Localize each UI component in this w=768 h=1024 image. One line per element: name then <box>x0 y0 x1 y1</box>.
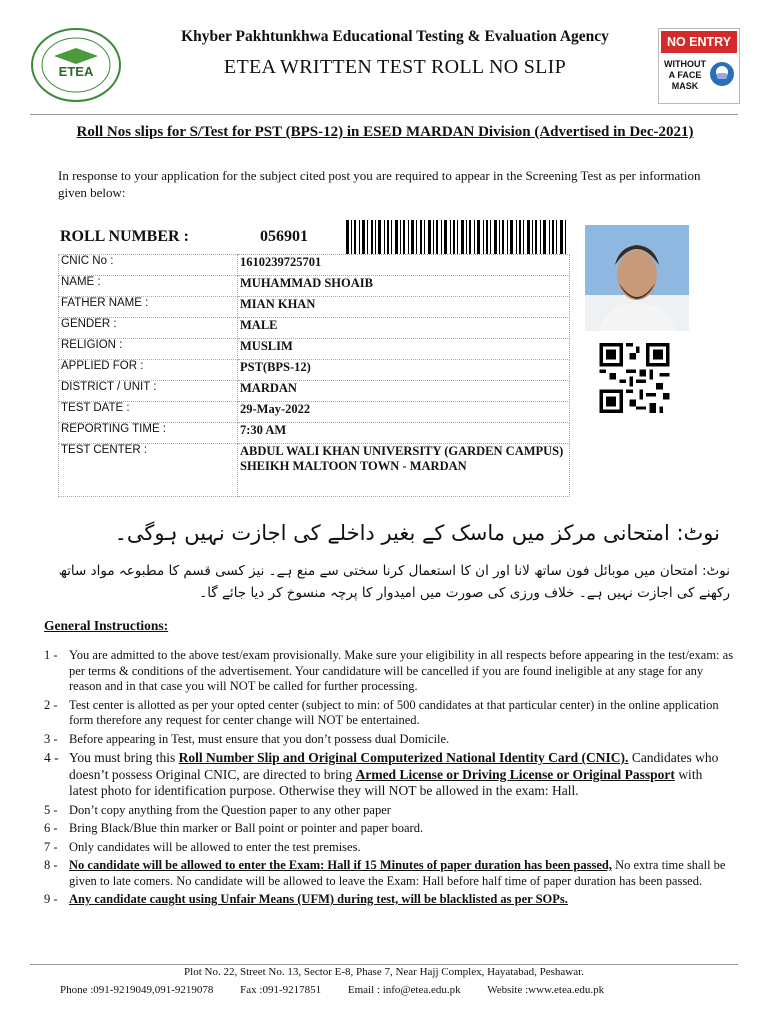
no-entry-banner: NO ENTRY <box>661 31 737 53</box>
list-item <box>44 892 734 908</box>
list-item <box>44 858 734 889</box>
list-item <box>44 750 734 800</box>
table-row <box>59 297 570 318</box>
item-number: 2 - <box>44 697 58 712</box>
row-value: MUHAMMAD SHOAIB <box>238 276 570 297</box>
row-label: APPLIED FOR : <box>59 360 238 381</box>
roll-number-value: 056901 <box>260 228 308 245</box>
row-label: RELIGION : <box>59 339 238 360</box>
item-text-part: with latest photo for identification purpose. Otherwise they will NOT be allowed in the exam: Hall. <box>69 766 703 798</box>
table-row <box>59 444 570 497</box>
table-row <box>59 276 570 297</box>
candidate-photo <box>585 225 689 331</box>
roll-number-label: ROLL NUMBER : <box>60 228 189 245</box>
item-text <box>69 750 734 800</box>
item-text-emphasis: Roll Number Slip and Original Computerized National Identity Card (CNIC). <box>178 750 629 765</box>
row-label: TEST CENTER : <box>59 444 238 497</box>
item-number: 5 - <box>44 802 58 817</box>
row-value: 1610239725701 <box>238 255 570 276</box>
item-text-part: Candidates who doesn’t possess Original CNIC, are directed to bring <box>69 750 719 782</box>
row-label: FATHER NAME : <box>59 297 238 318</box>
table-row <box>59 318 570 339</box>
item-number: 6 - <box>44 821 58 835</box>
item-text <box>69 858 734 889</box>
list-item <box>44 648 734 695</box>
row-value: MALE <box>238 318 570 339</box>
item-text-emphasis: No candidate will be allowed to enter the Exam: Hall if 15 Minutes of paper duration has been passed, <box>69 858 612 872</box>
logo-text: ETEA <box>58 64 94 79</box>
item-text-part: You must bring this <box>69 750 179 765</box>
urdu-mask-note: نوٹ: امتحانی مرکز میں ماسک کے بغیر داخلے کی اجازت نہیں ہوگی۔ <box>114 521 720 545</box>
list-item <box>44 698 734 729</box>
instructions-title: General Instructions: <box>44 618 169 633</box>
row-label: REPORTING TIME : <box>59 423 238 444</box>
footer-email: Email : info@etea.edu.pk <box>347 984 461 996</box>
row-value: MARDAN <box>238 381 570 402</box>
footer-divider <box>30 964 738 965</box>
candidate-info-table <box>58 254 570 497</box>
row-label: CNIC No : <box>59 255 238 276</box>
footer-phone: Phone :091-9219049,091-9219078 <box>60 984 214 996</box>
table-row <box>59 339 570 360</box>
item-text <box>69 892 734 908</box>
list-item <box>44 821 734 837</box>
list-item <box>44 840 734 856</box>
row-value: 29-May-2022 <box>238 402 570 423</box>
item-text-emphasis: Any candidate caught using Unfair Means (UFM) during test, will be blacklisted as per SOPs. <box>69 892 568 906</box>
row-label: GENDER : <box>59 318 238 339</box>
item-text: Test center is allotted as per your opted center (subject to min: of 500 candidates at that particular center) in the online application form therefore any request for center change will NOT be entertained. <box>69 697 719 727</box>
item-number: 1 - <box>44 648 58 662</box>
table-row <box>59 423 570 444</box>
item-text: Only candidates will be allowed to enter the test premises. <box>69 839 361 854</box>
row-value: ABDUL WALI KHAN UNIVERSITY (GARDEN CAMPUS) SHEIKH MALTOON TOWN - MARDAN <box>238 444 570 497</box>
barcode <box>344 220 568 254</box>
row-value: MUSLIM <box>238 339 570 360</box>
item-text-part: No extra time shall be given to late comers. No candidate will be allowed to leave the Exam: Hall before half time of paper duration has been passed. <box>69 858 726 888</box>
item-number: 8 - <box>44 858 58 872</box>
item-text: You are admitted to the above test/exam provisionally. Make sure your eligibility in all respects before appearing in the test/exam: as per terms & conditions of the advertisement. Your candidature will be cancelled if you are found ineligible at any stage for any reason and in that case you will NOT be called for further processing. <box>69 648 734 693</box>
item-text: Don’t copy anything from the Question paper to any other paper <box>69 802 391 817</box>
etea-logo <box>30 26 122 104</box>
no-entry-message: WITHOUT A FACE MASK <box>664 59 706 91</box>
footer-fax: Fax :091-9217851 <box>240 984 322 996</box>
urdu-mobile-note: نوٹ: امتحان میں موبائل فون ساتھ لانا اور ان کا استعمال کرنا سختی سے منع ہے۔ نیز کسی قسم کا مطبوعہ مواد ساتھ رکھنے کی اجازت نہیں ہے۔ خلاف ورزی کی صورت میں امیدوار کا پرچہ منسوخ کر دیا جائے گا۔ <box>58 563 730 601</box>
item-number: 9 - <box>44 892 58 906</box>
table-row <box>59 402 570 423</box>
list-item <box>44 803 734 819</box>
no-entry-sign <box>658 28 740 104</box>
qr-code <box>598 343 671 413</box>
row-value: PST(BPS-12) <box>238 360 570 381</box>
item-number: 3 - <box>44 731 58 746</box>
row-label: TEST DATE : <box>59 402 238 423</box>
table-row <box>59 360 570 381</box>
instructions-list <box>44 648 734 911</box>
item-number: 7 - <box>44 839 58 854</box>
subject-line: Roll Nos slips for S/Test for PST (BPS-12) in ESED MARDAN Division (Advertised in Dec-2021) <box>76 124 694 140</box>
item-text: Before appearing in Test, must ensure that you don’t possess dual Domicile. <box>69 731 450 746</box>
row-value: MIAN KHAN <box>238 297 570 318</box>
header-divider <box>30 114 738 115</box>
footer-address: Plot No. 22, Street No. 13, Sector E-8, Phase 7, Near Hajj Complex, Hayatabad, Peshawar. <box>184 966 584 978</box>
row-label: NAME : <box>59 276 238 297</box>
footer-website: Website :www.etea.edu.pk <box>487 984 605 996</box>
item-text: Bring Black/Blue thin marker or Ball point or pointer and paper board. <box>69 821 424 835</box>
table-row <box>59 255 570 276</box>
footer-contacts <box>60 984 710 996</box>
table-row <box>59 381 570 402</box>
intro-text: In response to your application for the subject cited post you are required to appear in the Screening Test as per information given below: <box>58 168 701 200</box>
organization-name: Khyber Pakhtunkhwa Educational Testing & Evaluation Agency <box>181 28 609 45</box>
slip-title: ETEA WRITTEN TEST ROLL NO SLIP <box>223 56 567 78</box>
face-mask-icon <box>709 61 735 87</box>
row-value: 7:30 AM <box>238 423 570 444</box>
item-number: 4 - <box>44 750 59 765</box>
row-label: DISTRICT / UNIT : <box>59 381 238 402</box>
list-item <box>44 732 734 748</box>
item-text-emphasis: Armed License or Driving License or Original Passport <box>355 766 675 782</box>
